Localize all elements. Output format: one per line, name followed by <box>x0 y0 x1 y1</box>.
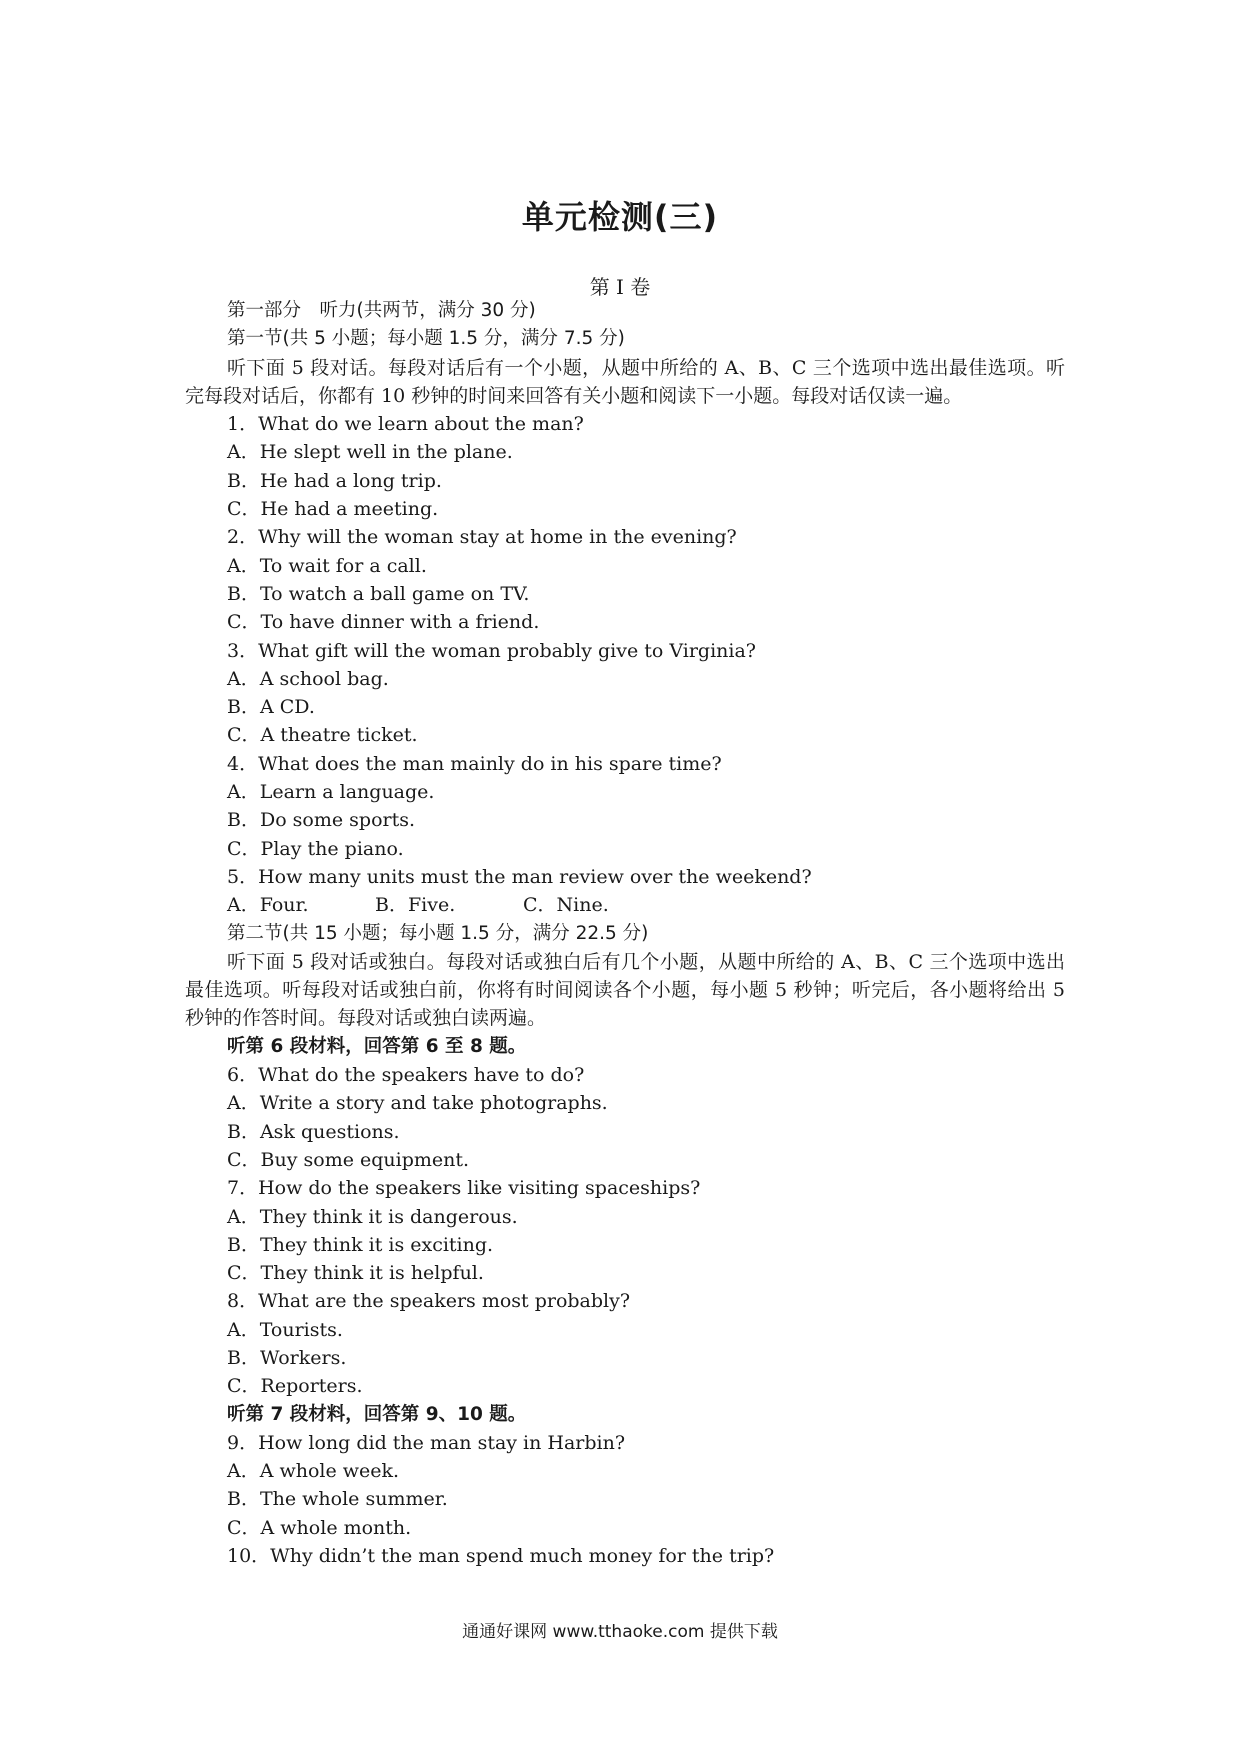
option: B．Ask questions. <box>227 1120 400 1143</box>
option: A．Four. <box>227 894 309 917</box>
question: 5．How many units must the man review over the weekend? <box>227 865 812 888</box>
option: A．To wait for a call. <box>227 554 427 577</box>
option: A．They think it is dangerous. <box>227 1205 518 1228</box>
option: B．Workers. <box>227 1346 347 1369</box>
section-heading: 第一节(共 5 小题；每小题 1.5 分，满分 7.5 分) <box>227 328 625 350</box>
part-heading: 第一部分 听力(共两节，满分 30 分) <box>227 300 536 321</box>
question: 3．What gift will the woman probably give to Virginia? <box>227 639 756 662</box>
option: A．A whole week. <box>227 1460 400 1483</box>
option: C．Buy some equipment. <box>227 1148 470 1171</box>
option: C．To have dinner with a friend. <box>227 611 540 634</box>
volume-label: 第 I 卷 <box>589 275 651 299</box>
option: B．They think it is exciting. <box>227 1233 494 1256</box>
option: B．To watch a ball game on TV. <box>227 582 530 605</box>
option: C．Nine. <box>523 894 609 917</box>
question: 7．How do the speakers like visiting spaceships? <box>227 1177 701 1200</box>
section-heading: 第二节(共 15 小题；每小题 1.5 分，满分 22.5 分) <box>227 922 649 944</box>
page-title: 单元检测(三) <box>521 198 719 236</box>
option: A．A school bag. <box>227 667 389 690</box>
option: B．The whole summer. <box>227 1488 448 1511</box>
section-instructions: 听下面 5 段对话或独白。每段对话或独白后有几个小题，从题中所给的 A、B、C 三个选项中选出最佳选项。听每段对话或独白前，你将有时间阅读各个小题，每小题 5 秒钟；听完后，各小题将给出 5 秒钟的作答时间。每段对话或独白读两遍。 <box>185 950 1065 1030</box>
option-row <box>185 891 1065 919</box>
question: 10．Why didn’t the man spend much money for the trip? <box>227 1545 775 1568</box>
option: C．A whole month. <box>227 1516 412 1539</box>
question: 1．What do we learn about the man? <box>227 413 584 436</box>
question: 4．What does the man mainly do in his spare time? <box>227 752 722 775</box>
option: C．He had a meeting. <box>227 498 439 521</box>
page-footer: 通通好课网 www.tthaoke.com 提供下载 <box>462 1622 778 1642</box>
option: C．A theatre ticket. <box>227 724 418 747</box>
option: A．Learn a language. <box>227 781 435 804</box>
question: 9．How long did the man stay in Harbin? <box>227 1431 626 1454</box>
question: 6．What do the speakers have to do? <box>227 1064 585 1087</box>
question: 8．What are the speakers most probably? <box>227 1290 631 1313</box>
option: A．Tourists. <box>227 1318 343 1341</box>
material-heading: 听第 6 段材料，回答第 6 至 8 题。 <box>227 1035 527 1057</box>
material-heading: 听第 7 段材料，回答第 9、10 题。 <box>227 1403 527 1425</box>
option: C．They think it is helpful. <box>227 1262 484 1285</box>
option: B．A CD. <box>227 696 315 719</box>
option: B．Do some sports. <box>227 809 416 832</box>
option: B．Five. <box>375 894 456 917</box>
option: A．He slept well in the plane. <box>227 441 513 464</box>
section-instructions: 听下面 5 段对话。每段对话后有一个小题，从题中所给的 A、B、C 三个选项中选出最佳选项。听完每段对话后，你都有 10 秒钟的时间来回答有关小题和阅读下一小题。每段对话仅读一遍。 <box>185 356 1065 407</box>
option: B．He had a long trip. <box>227 469 442 492</box>
question: 2．Why will the woman stay at home in the evening? <box>227 526 737 549</box>
exam-content <box>185 297 1065 1570</box>
option: C．Play the piano. <box>227 837 404 860</box>
option: A．Write a story and take photographs. <box>227 1092 608 1115</box>
option: C．Reporters. <box>227 1375 363 1398</box>
